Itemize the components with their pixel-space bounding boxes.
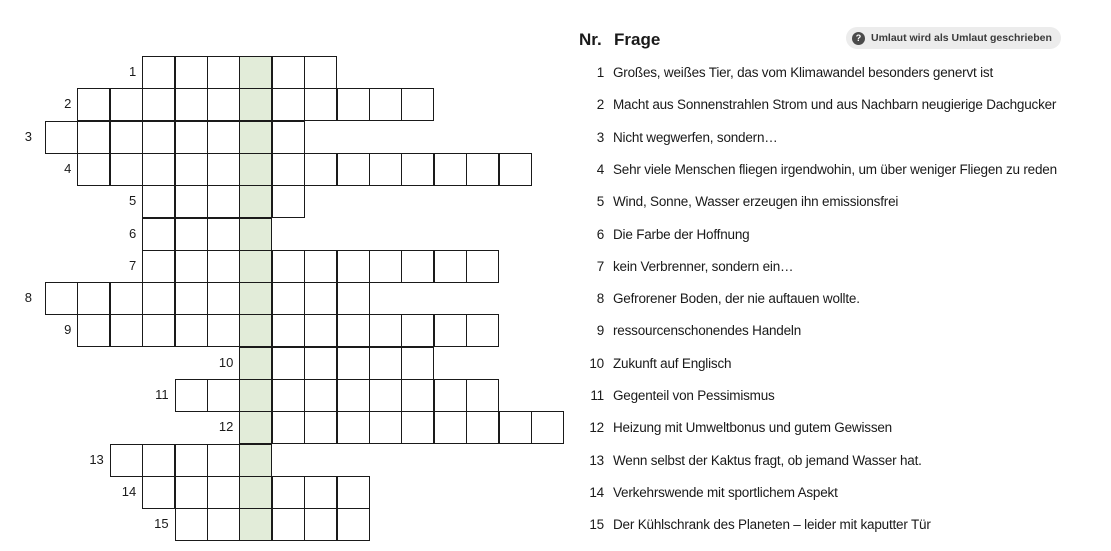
grid-row-number: 11 — [155, 387, 169, 402]
grid-cell[interactable] — [304, 508, 337, 541]
clue-row[interactable] — [572, 483, 1111, 503]
grid-cell[interactable] — [337, 250, 370, 283]
clue-number: 13 — [589, 452, 604, 468]
grid-row-number: 3 — [24, 128, 32, 144]
grid-cell[interactable] — [207, 56, 240, 89]
clue-text: Gefrorener Boden, der nie auftauen wollte. — [613, 291, 860, 307]
clue-number: 15 — [589, 517, 604, 533]
grid-cell[interactable] — [110, 153, 143, 186]
grid-cell[interactable] — [369, 411, 402, 444]
grid-row-number: 13 — [89, 451, 104, 467]
grid-cell[interactable] — [272, 153, 305, 186]
solution-cell[interactable] — [239, 347, 272, 380]
grid-row-number: 2 — [64, 96, 72, 112]
clue-text: Wind, Sonne, Wasser erzeugen ihn emissionsfrei — [613, 194, 899, 210]
grid-row-number: 14 — [121, 483, 137, 499]
grid-cell[interactable] — [272, 508, 305, 541]
grid-row-number: 7 — [128, 257, 137, 273]
clue-text: kein Verbrenner, sondern ein… — [613, 258, 794, 274]
grid-cell[interactable] — [175, 250, 208, 283]
grid-cell[interactable] — [337, 88, 370, 121]
grid-cell[interactable] — [337, 476, 370, 509]
grid-row-number: 12 — [218, 419, 234, 435]
grid-cell[interactable] — [401, 314, 434, 347]
grid-cell[interactable] — [434, 314, 467, 347]
clue-row[interactable] — [572, 321, 1111, 341]
grid-cell[interactable] — [272, 88, 305, 121]
grid-cell[interactable] — [401, 153, 434, 186]
clue-number: 11 — [590, 388, 604, 403]
grid-cell[interactable] — [207, 250, 240, 283]
solution-cell[interactable] — [239, 314, 272, 347]
clue-text: ressourcenschonendes Handeln — [613, 323, 802, 339]
clue-text: Verkehrswende mit sportlichem Aspekt — [613, 484, 838, 500]
grid-cell[interactable] — [142, 282, 175, 315]
grid-row-number: 5 — [128, 193, 137, 209]
umlaut-hint-text: Umlaut wird als Umlaut geschrieben — [871, 32, 1052, 44]
clue-number: 12 — [589, 420, 604, 436]
grid-cell[interactable] — [77, 121, 110, 154]
clue-number: 7 — [596, 258, 604, 274]
clue-row[interactable] — [572, 257, 1111, 277]
nr-header: Nr. — [579, 30, 602, 49]
clue-text: Gegenteil von Pessimismus — [613, 388, 775, 403]
grid-cell[interactable] — [272, 185, 305, 218]
grid-cell[interactable] — [401, 347, 434, 380]
grid-cell[interactable] — [272, 411, 305, 444]
solution-cell[interactable] — [239, 121, 272, 154]
umlaut-hint-badge — [846, 27, 1061, 49]
clue-row[interactable] — [572, 515, 1111, 535]
grid-cell[interactable] — [207, 153, 240, 186]
grid-cell[interactable] — [401, 250, 434, 283]
grid-cell[interactable] — [337, 153, 370, 186]
grid-cell[interactable] — [142, 250, 175, 283]
solution-cell[interactable] — [239, 379, 272, 412]
grid-cell[interactable] — [304, 314, 337, 347]
clue-number: 2 — [596, 97, 604, 113]
frage-header: Frage — [614, 30, 661, 49]
grid-cell[interactable] — [272, 56, 305, 89]
grid-cell[interactable] — [175, 88, 208, 121]
solution-cell[interactable] — [239, 250, 272, 283]
grid-cell[interactable] — [531, 411, 564, 444]
grid-row-number: 15 — [154, 516, 169, 532]
clue-row[interactable] — [572, 354, 1111, 374]
clue-text: Macht aus Sonnenstrahlen Strom und aus Nachbarn neugierige Dachgucker — [613, 97, 1057, 113]
grid-cell[interactable] — [142, 121, 175, 154]
clue-number: 14 — [589, 484, 604, 500]
grid-cell[interactable] — [499, 411, 532, 444]
clue-row[interactable] — [572, 95, 1111, 115]
grid-cell[interactable] — [304, 379, 337, 412]
grid-cell[interactable] — [175, 185, 208, 218]
grid-cell[interactable] — [207, 218, 240, 251]
grid-cell[interactable] — [369, 314, 402, 347]
solution-cell[interactable] — [239, 444, 272, 477]
grid-cell[interactable] — [142, 56, 175, 89]
grid-cell[interactable] — [337, 411, 370, 444]
clue-list — [572, 0, 1111, 551]
grid-cell[interactable] — [175, 153, 208, 186]
grid-cell[interactable] — [466, 379, 499, 412]
clue-number: 8 — [596, 291, 604, 307]
grid-cell[interactable] — [304, 88, 337, 121]
grid-cell[interactable] — [207, 508, 240, 541]
clue-number: 5 — [596, 194, 604, 210]
grid-cell[interactable] — [175, 121, 208, 154]
solution-cell[interactable] — [239, 153, 272, 186]
grid-cell[interactable] — [304, 56, 337, 89]
grid-cell[interactable] — [175, 508, 208, 541]
clue-row[interactable] — [572, 289, 1111, 309]
grid-cell[interactable] — [207, 379, 240, 412]
grid-cell[interactable] — [175, 282, 208, 315]
grid-row-number: 1 — [128, 64, 137, 79]
grid-cell[interactable] — [175, 476, 208, 509]
grid-cell[interactable] — [434, 250, 467, 283]
grid-cell[interactable] — [304, 250, 337, 283]
grid-cell[interactable] — [110, 444, 143, 477]
clue-number: 10 — [589, 355, 604, 371]
grid-cell[interactable] — [499, 153, 532, 186]
grid-row-number: 9 — [64, 322, 72, 338]
grid-cell[interactable] — [77, 88, 110, 121]
clue-row[interactable] — [572, 386, 1111, 406]
clue-row[interactable] — [572, 418, 1111, 438]
grid-cell[interactable] — [337, 379, 370, 412]
grid-cell[interactable] — [369, 88, 402, 121]
grid-cell[interactable] — [142, 476, 175, 509]
grid-cell[interactable] — [175, 444, 208, 477]
grid-cell[interactable] — [272, 250, 305, 283]
grid-cell[interactable] — [466, 250, 499, 283]
grid-cell[interactable] — [207, 88, 240, 121]
clue-row[interactable] — [572, 451, 1111, 471]
grid-cell[interactable] — [304, 476, 337, 509]
solution-cell[interactable] — [239, 508, 272, 541]
clue-text: Zukunft auf Englisch — [613, 355, 732, 371]
clue-row[interactable] — [572, 192, 1111, 212]
grid-cell[interactable] — [337, 282, 370, 315]
clue-number: 4 — [596, 161, 604, 177]
grid-cell[interactable] — [304, 282, 337, 315]
question-icon: ? — [852, 32, 865, 45]
clue-text: Sehr viele Menschen fliegen irgendwohin, um über weniger Fliegen zu reden — [613, 161, 1057, 177]
grid-cell[interactable] — [77, 153, 110, 186]
clue-number: 9 — [596, 323, 604, 339]
grid-cell[interactable] — [207, 444, 240, 477]
grid-cell[interactable] — [175, 218, 208, 251]
clue-row[interactable] — [572, 128, 1111, 148]
grid-cell[interactable] — [142, 314, 175, 347]
grid-cell[interactable] — [207, 121, 240, 154]
grid-cell[interactable] — [304, 411, 337, 444]
clue-text: Großes, weißes Tier, das vom Klimawandel besonders genervt ist — [613, 65, 994, 80]
solution-cell[interactable] — [239, 185, 272, 218]
clue-text: Nicht wegwerfen, sondern… — [613, 129, 778, 145]
grid-cell[interactable] — [434, 379, 467, 412]
grid-cell[interactable] — [337, 314, 370, 347]
grid-cell[interactable] — [110, 88, 143, 121]
solution-cell[interactable] — [239, 411, 272, 444]
grid-cell[interactable] — [142, 444, 175, 477]
grid-cell[interactable] — [175, 314, 208, 347]
solution-cell[interactable] — [239, 88, 272, 121]
clue-text: Wenn selbst der Kaktus fragt, ob jemand Wasser hat. — [613, 452, 922, 468]
grid-cell[interactable] — [207, 282, 240, 315]
grid-row-number: 6 — [128, 225, 137, 241]
clue-number: 1 — [596, 65, 604, 80]
grid-cell[interactable] — [369, 347, 402, 380]
grid-cell[interactable] — [272, 347, 305, 380]
grid-cell[interactable] — [272, 476, 305, 509]
clue-text: Der Kühlschrank des Planeten – leider mit kaputter Tür — [613, 517, 931, 533]
grid-cell[interactable] — [110, 282, 143, 315]
clue-row[interactable] — [572, 160, 1111, 180]
solution-cell[interactable] — [239, 476, 272, 509]
grid-cell[interactable] — [142, 218, 175, 251]
grid-cell[interactable] — [110, 314, 143, 347]
grid-cell[interactable] — [272, 282, 305, 315]
grid-cell[interactable] — [175, 56, 208, 89]
solution-cell[interactable] — [239, 56, 272, 89]
grid-cell[interactable] — [142, 185, 175, 218]
grid-cell[interactable] — [272, 314, 305, 347]
clue-number: 6 — [596, 226, 604, 242]
grid-cell[interactable] — [401, 379, 434, 412]
grid-cell[interactable] — [175, 379, 208, 412]
grid-cell[interactable] — [337, 347, 370, 380]
grid-cell[interactable] — [45, 282, 78, 315]
grid-row-number: 4 — [64, 160, 72, 176]
grid-cell[interactable] — [207, 185, 240, 218]
grid-cell[interactable] — [434, 153, 467, 186]
grid-cell[interactable] — [369, 250, 402, 283]
grid-cell[interactable] — [466, 153, 499, 186]
grid-cell[interactable] — [466, 411, 499, 444]
grid-cell[interactable] — [142, 153, 175, 186]
grid-row-number: 10 — [218, 354, 234, 370]
grid-cell[interactable] — [110, 121, 143, 154]
grid-cell[interactable] — [272, 121, 305, 154]
grid-cell[interactable] — [369, 379, 402, 412]
grid-cell[interactable] — [337, 508, 370, 541]
clue-text: Die Farbe der Hoffnung — [613, 226, 750, 242]
grid-cell[interactable] — [369, 153, 402, 186]
grid-cell[interactable] — [304, 153, 337, 186]
grid-cell[interactable] — [401, 88, 434, 121]
grid-cell[interactable] — [142, 88, 175, 121]
grid-cell[interactable] — [45, 121, 78, 154]
clue-row[interactable] — [572, 63, 1111, 83]
grid-cell[interactable] — [434, 411, 467, 444]
grid-cell[interactable] — [304, 347, 337, 380]
solution-cell[interactable] — [239, 282, 272, 315]
grid-cell[interactable] — [77, 282, 110, 315]
solution-cell[interactable] — [239, 218, 272, 251]
clue-text: Heizung mit Umweltbonus und gutem Gewissen — [613, 420, 892, 436]
grid-row-number: 8 — [24, 290, 32, 306]
grid-cell[interactable] — [466, 314, 499, 347]
grid-cell[interactable] — [401, 411, 434, 444]
grid-cell[interactable] — [272, 379, 305, 412]
clue-row[interactable] — [572, 225, 1111, 245]
grid-cell[interactable] — [207, 314, 240, 347]
grid-cell[interactable] — [77, 314, 110, 347]
grid-cell[interactable] — [207, 476, 240, 509]
clue-number: 3 — [596, 129, 604, 145]
